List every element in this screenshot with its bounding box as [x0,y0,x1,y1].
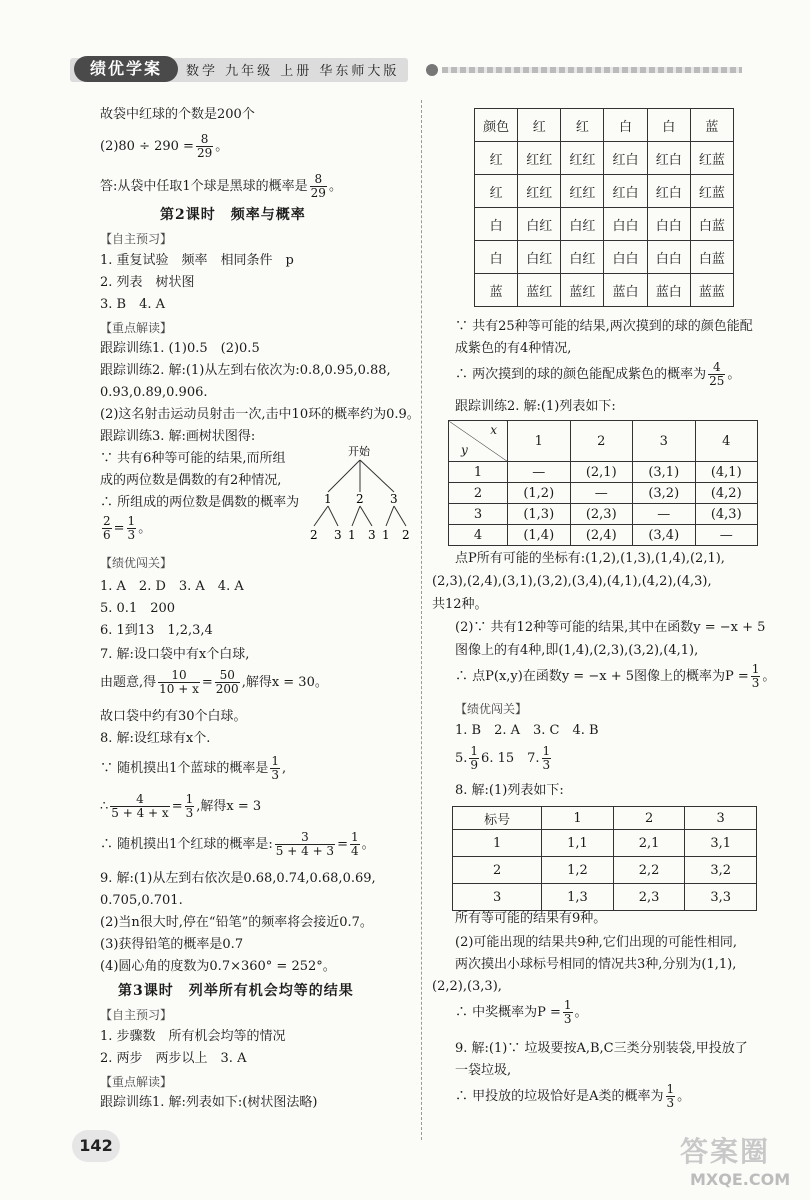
table-cell: (2,3) [570,504,633,525]
table-row [449,483,758,504]
table-cell: (3,1) [633,462,696,483]
answer-line: 1. B 2. A 3. C 4. B [455,723,599,738]
answer-line: 跟踪训练1. 解:列表如下:(树状图法略) [100,1095,318,1110]
fraction: $\frac{4}{25}$ [709,360,725,388]
table-header-cell: 2 [570,421,633,462]
table-cell: 红红 [561,175,604,208]
table-header-cell: 标号 [453,807,542,830]
coordinate-table [448,420,758,546]
table-cell: 2,3 [613,884,685,911]
table-cell: 红白 [604,142,647,175]
table-cell: 红白 [647,142,690,175]
table-cell: — [508,462,571,483]
answer-line: ∵ 共有6种等可能的结果,而所组 [100,451,286,466]
table-header-row [475,109,734,142]
table-cell: 红 [561,109,604,142]
fraction: $\frac{1}{3}$ [185,792,194,820]
table-row [475,208,734,241]
text-line: 答:从袋中任取1个球是黑球的概率是 $\frac{8}{29}$ 。 [100,172,342,200]
tree-node: 1 [348,528,356,542]
tree-node: 2 [402,528,410,542]
table-cell: 1 [449,462,508,483]
corner-x-label: x [490,423,497,437]
tree-node: 3 [390,492,398,506]
table-cell: 白白 [604,241,647,274]
table-corner-cell [449,421,508,462]
table-cell: 3,1 [685,830,757,857]
book-logo: 绩优学案 [74,56,178,82]
answer-line: (2)可能出现的结果共9种,它们出现的可能性相同, [455,935,737,950]
section-title: 第2课时 频率与概率 [160,207,306,223]
answer-line: 7. 解:设口袋中有x个白球, [100,647,250,662]
tree-node: 3 [334,528,342,542]
answer-line: 图像上的有4种,即(1,4),(2,3),(3,2),(4,1), [455,643,699,658]
table-row [475,274,734,307]
answer-line: 成紫色的有4种情况, [455,341,572,356]
table-cell: — [570,483,633,504]
watermark-url: MXQE.COM [690,1170,791,1189]
table-cell: (1,4) [508,525,571,546]
table-cell: 蓝白 [647,274,690,307]
table-row [449,462,758,483]
answer-line: ∴ 随机摸出1个红球的概率是: $\frac{3}{5 + 4 + 3}$ = $\frac{1}{4}$ 。 [100,830,375,858]
answer-line: (2)当n很大时,停在“铅笔”的频率将会接近0.7。 [100,915,373,930]
tree-node: 2 [356,492,364,506]
table-header-cell: 3 [633,421,696,462]
table-cell: (1,2) [508,483,571,504]
answer-line: 两次摸出小球标号相同的情况共3种,分别为(1,1), [455,957,737,972]
table-row [453,884,757,911]
fraction: $\frac{4}{5 + 4 + x}$ [111,792,169,820]
answer-line: 0.705,0.701. [100,893,183,908]
table-cell: 蓝红 [518,274,561,307]
answer-line: 1. 重复试验 频率 相同条件 p [100,253,294,268]
section-tag: 【重点解读】 [100,1075,173,1089]
answer-line: 2. 列表 树状图 [100,275,195,290]
table-cell: 2 [449,483,508,504]
tree-start: 开始 [348,445,370,458]
table-cell: 白 [475,241,518,274]
answer-line: 5. $\frac{1}{9}$ 6. 15 7. $\frac{1}{3}$ [455,744,551,772]
fraction: $\frac{1}{3}$ [542,744,551,772]
answer-line: 跟踪训练2. 解:(1)列表如下: [455,399,616,414]
answer-line: 3. B 4. A [100,297,166,312]
table-cell: 白白 [647,241,690,274]
table-header-cell: 1 [508,421,571,462]
table-cell: 红 [475,175,518,208]
table-cell: 红红 [518,175,561,208]
fraction: $\frac{1}{3}$ [666,1082,675,1110]
table-cell: 红红 [518,142,561,175]
table-cell: 红蓝 [690,175,733,208]
fraction: $\frac{1}{3}$ [127,514,136,542]
answer-line: (2,3),(2,4),(3,1),(3,2),(3,4),(4,1),(4,2),(4,3), [432,574,712,589]
table-row [475,175,734,208]
bullet-icon [426,64,438,76]
answer-line: 5. 0.1 200 [100,601,176,616]
table-cell: (3,2) [633,483,696,504]
table-row [449,504,758,525]
answer-line: 一袋垃圾, [455,1063,512,1078]
fraction: $\frac{2}{6}$ [103,514,111,542]
answer-line: ∴ 点P(x,y)在函数y = −x + 5图像上的概率为P = $\frac{1}{3}$ 。 [455,662,776,690]
table-cell: 1 [453,830,542,857]
table-cell: 蓝 [690,109,733,142]
section-tag: 【绩优闯关】 [100,556,173,570]
text-line: (2)80 ÷ 290 = $\frac{8}{29}$ 。 [100,132,229,160]
table-cell: — [695,525,758,546]
section-tag: 【自主预习】 [100,232,173,246]
table-cell: (2,1) [570,462,633,483]
answer-line: 点P所有可能的坐标有:(1,2),(1,3),(1,4),(2,1), [455,551,725,566]
answer-line: 共12种。 [432,597,488,612]
answer-line: ∵ 随机摸出1个蓝球的概率是 $\frac{1}{3}$ , [100,754,287,782]
answer-line: 跟踪训练3. 解:画树状图得: [100,429,256,444]
label-table [452,806,757,911]
answer-line: (4)圆心角的度数为0.7×360° = 252°。 [100,959,336,974]
fraction: $\frac{1}{9}$ [470,744,479,772]
answer-line: 9. 解:(1)从左到右依次是0.68,0.74,0.68,0.69, [100,871,376,886]
table-cell: (4,1) [695,462,758,483]
table-cell: (2,4) [570,525,633,546]
table-cell: 红白 [647,175,690,208]
fraction: $\frac{8}{29}$ [196,132,213,160]
table-cell: 3 [453,884,542,911]
tree-node: 3 [368,528,376,542]
table-cell: 2,1 [613,830,685,857]
fraction: $\frac{50}{200}$ [215,668,239,696]
answer-line: $\frac{2}{6}$ = $\frac{1}{3}$ 。 [103,514,152,542]
answer-line: 2. 两步 两步以上 3. A [100,1051,247,1066]
table-header-cell: 2 [613,807,685,830]
fraction: $\frac{1}{3}$ [271,754,280,782]
table-cell: 颜色 [475,109,518,142]
table-cell: 红 [475,142,518,175]
table-cell: 蓝红 [561,274,604,307]
table-cell: 白红 [518,208,561,241]
answer-line: ∴ 两次摸到的球的颜色能配成紫色的概率为 $\frac{4}{25}$ 。 [455,360,741,388]
table-row [475,241,734,274]
table-cell: 3,3 [685,884,757,911]
tree-node: 2 [310,528,318,542]
table-cell: 红蓝 [690,142,733,175]
header-decoration [442,67,742,73]
table-header-row [449,421,758,462]
table-cell: 红红 [561,142,604,175]
table-cell: 蓝蓝 [690,274,733,307]
answer-line: 6. 1到13 1,2,3,4 [100,623,213,638]
page-number: 142 [72,1130,120,1162]
answer-line: (2)∵ 共有12种等可能的结果,其中在函数y = −x + 5 [455,620,766,635]
table-row [453,857,757,884]
answer-line: 9. 解:(1)∵ 垃圾要按A,B,C三类分别装袋,甲投放了 [455,1041,748,1056]
table-row [449,525,758,546]
answer-line: 所有等可能的结果有9种。 [455,911,607,926]
answer-line: 8. 解:(1)列表如下: [455,783,564,798]
color-table [474,108,734,307]
table-cell: 4 [449,525,508,546]
table-cell: 白红 [561,241,604,274]
section-tag: 【自主预习】 [100,1008,173,1022]
table-cell: 红 [518,109,561,142]
answer-line: 故口袋中约有30个白球。 [100,709,247,724]
table-cell: 白红 [518,241,561,274]
answer-line: ∵ 共有25种等可能的结果,两次摸到的球的颜色能配 [455,319,753,334]
answer-line: (2,2),(3,3), [432,979,502,994]
table-cell: 3 [449,504,508,525]
table-header-cell: 4 [695,421,758,462]
fraction: $\frac{1}{3}$ [563,998,572,1026]
table-cell: (3,4) [633,525,696,546]
text-line: 故袋中红球的个数是200个 [100,107,255,122]
table-cell: 红白 [604,175,647,208]
answer-line: 8. 解:设红球有x个. [100,731,211,746]
tree-node: 1 [324,492,332,506]
table-cell: (4,3) [695,504,758,525]
table-cell: 白 [604,109,647,142]
table-cell: — [633,504,696,525]
column-divider [421,100,422,1140]
answer-line: ∴ 甲投放的垃圾恰好是A类的概率为 $\frac{1}{3}$ 。 [455,1082,691,1110]
table-cell: 1,2 [542,857,614,884]
section-title: 第3课时 列举所有机会均等的结果 [118,983,354,999]
table-row [475,142,734,175]
section-tag: 【重点解读】 [100,321,173,335]
table-cell: 蓝白 [604,274,647,307]
section-tag: 【绩优闯关】 [455,702,528,716]
answer-line: (2)这名射击运动员射击一次,击中10环的概率约为0.9。 [100,407,420,422]
table-cell: 2,2 [613,857,685,884]
table-cell: 白蓝 [690,241,733,274]
answer-line: ∴ 中奖概率为P = $\frac{1}{3}$ 。 [455,998,588,1026]
table-cell: 蓝 [475,274,518,307]
table-header-row [453,807,757,830]
answer-line: 1. 步骤数 所有机会均等的情况 [100,1029,286,1044]
answer-line: 0.93,0.89,0.906. [100,385,208,400]
table-cell: 白白 [604,208,647,241]
corner-y-label: y [461,443,468,457]
table-cell: 白蓝 [690,208,733,241]
table-cell: 白白 [647,208,690,241]
answer-line: 跟踪训练2. 解:(1)从左到右依次为:0.8,0.95,0.88, [100,363,391,378]
book-info: 数学 九年级 上册 华东师大版 [186,64,400,79]
fraction: $\frac{8}{29}$ [310,172,326,200]
table-cell: 白 [647,109,690,142]
table-header-cell: 1 [542,807,614,830]
tree-diagram [300,442,418,542]
answer-line: ∴ 所组成的两位数是偶数的概率为 [100,495,300,510]
table-row [453,830,757,857]
fraction: $\frac{1}{3}$ [751,662,760,690]
fraction: $\frac{1}{4}$ [350,830,359,858]
answer-line: 由题意,得 $\frac{10}{10 + x}$ = $\frac{50}{200}$ ,解得x = 30。 [100,668,328,696]
table-cell: 2 [453,857,542,884]
watermark: 答案圈 [680,1135,771,1168]
answer-line: (3)获得铅笔的概率是0.7 [100,937,244,952]
table-cell: 白 [475,208,518,241]
answer-line: ∴ $\frac{4}{5 + 4 + x}$ = $\frac{1}{3}$ ,解得x = 3 [100,792,262,820]
table-cell: (1,3) [508,504,571,525]
fraction: $\frac{10}{10 + x}$ [159,668,199,696]
tree-node: 1 [382,528,390,542]
answer-line: 成的两位数是偶数的有2种情况, [100,473,282,488]
table-cell: 3,2 [685,857,757,884]
table-cell: 白红 [561,208,604,241]
table-cell: (4,2) [695,483,758,504]
table-cell: 1,3 [542,884,614,911]
fraction: $\frac{3}{5 + 4 + 3}$ [275,830,335,858]
table-header-cell: 3 [685,807,757,830]
answer-line: 跟踪训练1. (1)0.5 (2)0.5 [100,341,260,356]
table-cell: 1,1 [542,830,614,857]
answer-line: 1. A 2. D 3. A 4. A [100,579,244,594]
